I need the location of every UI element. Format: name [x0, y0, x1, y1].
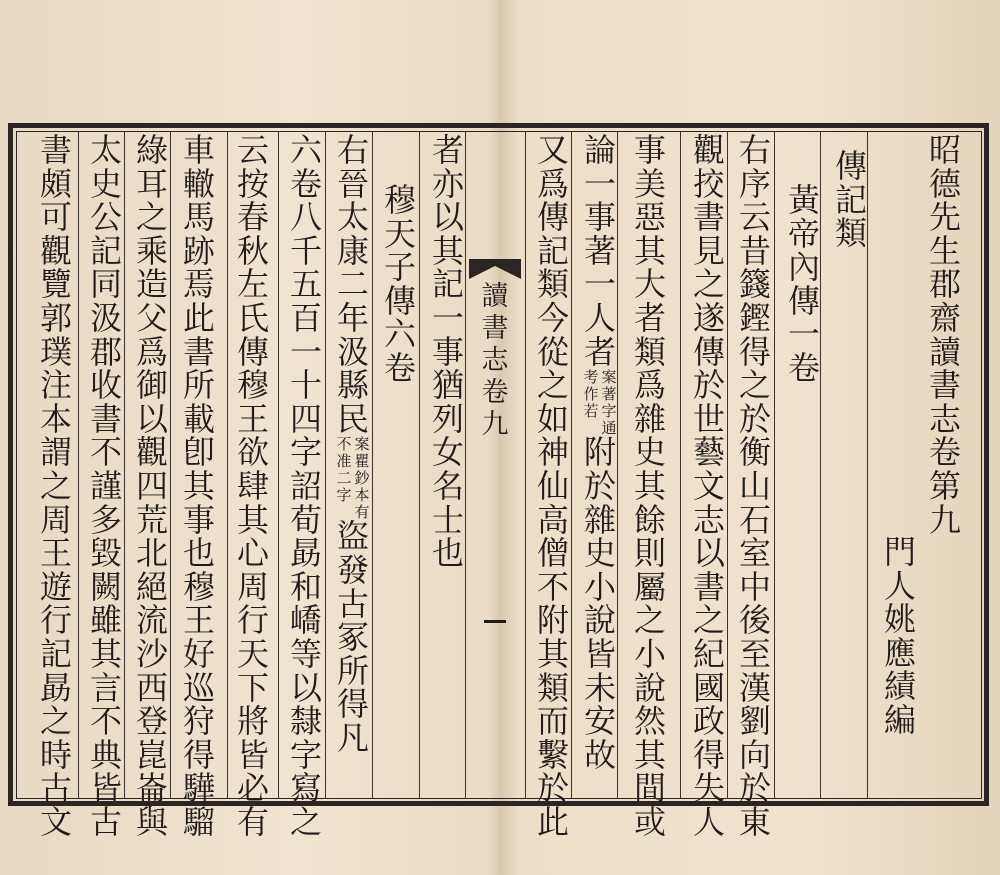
- volume-title-column: 昭 德 先 生 郡 齋 讀 書 志 卷 第 九: [928, 131, 961, 539]
- body-column: 車 轍 馬 跡 焉 此 書 所 載 卽 其 事 也 穆 王 好 巡 狩 得 驊 騮: [182, 131, 215, 841]
- column-rule: [78, 131, 79, 799]
- body-column: 又 爲 傳 記 類 今 從 之 如 神 仙 高 僧 不 附 其 類 而 繫 於 此: [536, 131, 569, 841]
- body-column: 論 一 事 著 一 人 者 案 著 字 通 考 作 若 附 於 雜 史 小 說 皆 未 安 故: [583, 131, 617, 774]
- folio-number: [484, 620, 506, 623]
- fish-tail-spine: [465, 131, 525, 799]
- spine-rule-right: [525, 131, 526, 799]
- book-title-huangdi: 黃 帝 內 傳 一 卷: [787, 181, 820, 387]
- body-column: 右 晉 太 康 二 年 汲 縣 民 案 瞿 鈔 本 有 不 准 二 字 盜 發 古 冢 所 得 凡: [336, 131, 370, 757]
- fish-tail-mark: [469, 259, 521, 279]
- interlinear-note: 案 瞿 鈔 本 有 不 准 二 字: [336, 435, 370, 521]
- book-title-mu-tianzi: 穆 天 子 傳 六 卷: [383, 181, 416, 387]
- body-column: 觀 挍 書 見 之 遂 傳 於 世 藝 文 志 以 書 之 紀 國 政 得 失 人: [692, 131, 725, 841]
- editor-column: 門 人 姚 應 績 編: [883, 533, 916, 739]
- body-column: 者 亦 以 其 記 一 事 猶 列 女 名 士 也: [431, 131, 464, 573]
- interlinear-note: 案 著 字 通 考 作 若: [583, 368, 617, 437]
- body-column: 右 序 云 昔 籛 鏗 得 之 於 衡 山 石 室 中 後 至 漢 劉 向 於 東: [738, 131, 771, 841]
- spine-title: 讀 書 志 卷 九: [481, 281, 509, 440]
- column-rule: [680, 131, 681, 799]
- column-rule: [227, 131, 228, 799]
- column-rule: [278, 131, 279, 799]
- body-column: 事 美 惡 其 大 者 類 爲 雜 史 其 餘 則 屬 之 小 說 然 其 間 或: [633, 131, 666, 841]
- body-column: 云 按 春 秋 左 氏 傳 穆 王 欲 肆 其 心 周 行 天 下 將 皆 必 有: [236, 131, 269, 841]
- body-column: 書 頗 可 觀 覽 郭 璞 注 本 謂 之 周 王 遊 行 記 勗 之 時 古 文: [39, 131, 72, 841]
- category-heading: 傳 記 類: [834, 147, 867, 253]
- body-column: 六 卷 八 千 五 百 一 十 四 字 詔 荀 勗 和 嶠 等 以 隸 字 寫 之: [289, 131, 322, 841]
- body-column: 太 史 公 記 同 汲 郡 收 書 不 謹 多 毀 闕 雖 其 言 不 典 皆 古: [89, 131, 122, 841]
- body-column: 綠 耳 之 乘 造 父 爲 御 以 觀 四 荒 北 絕 流 沙 西 登 崑 崙 與: [135, 131, 168, 841]
